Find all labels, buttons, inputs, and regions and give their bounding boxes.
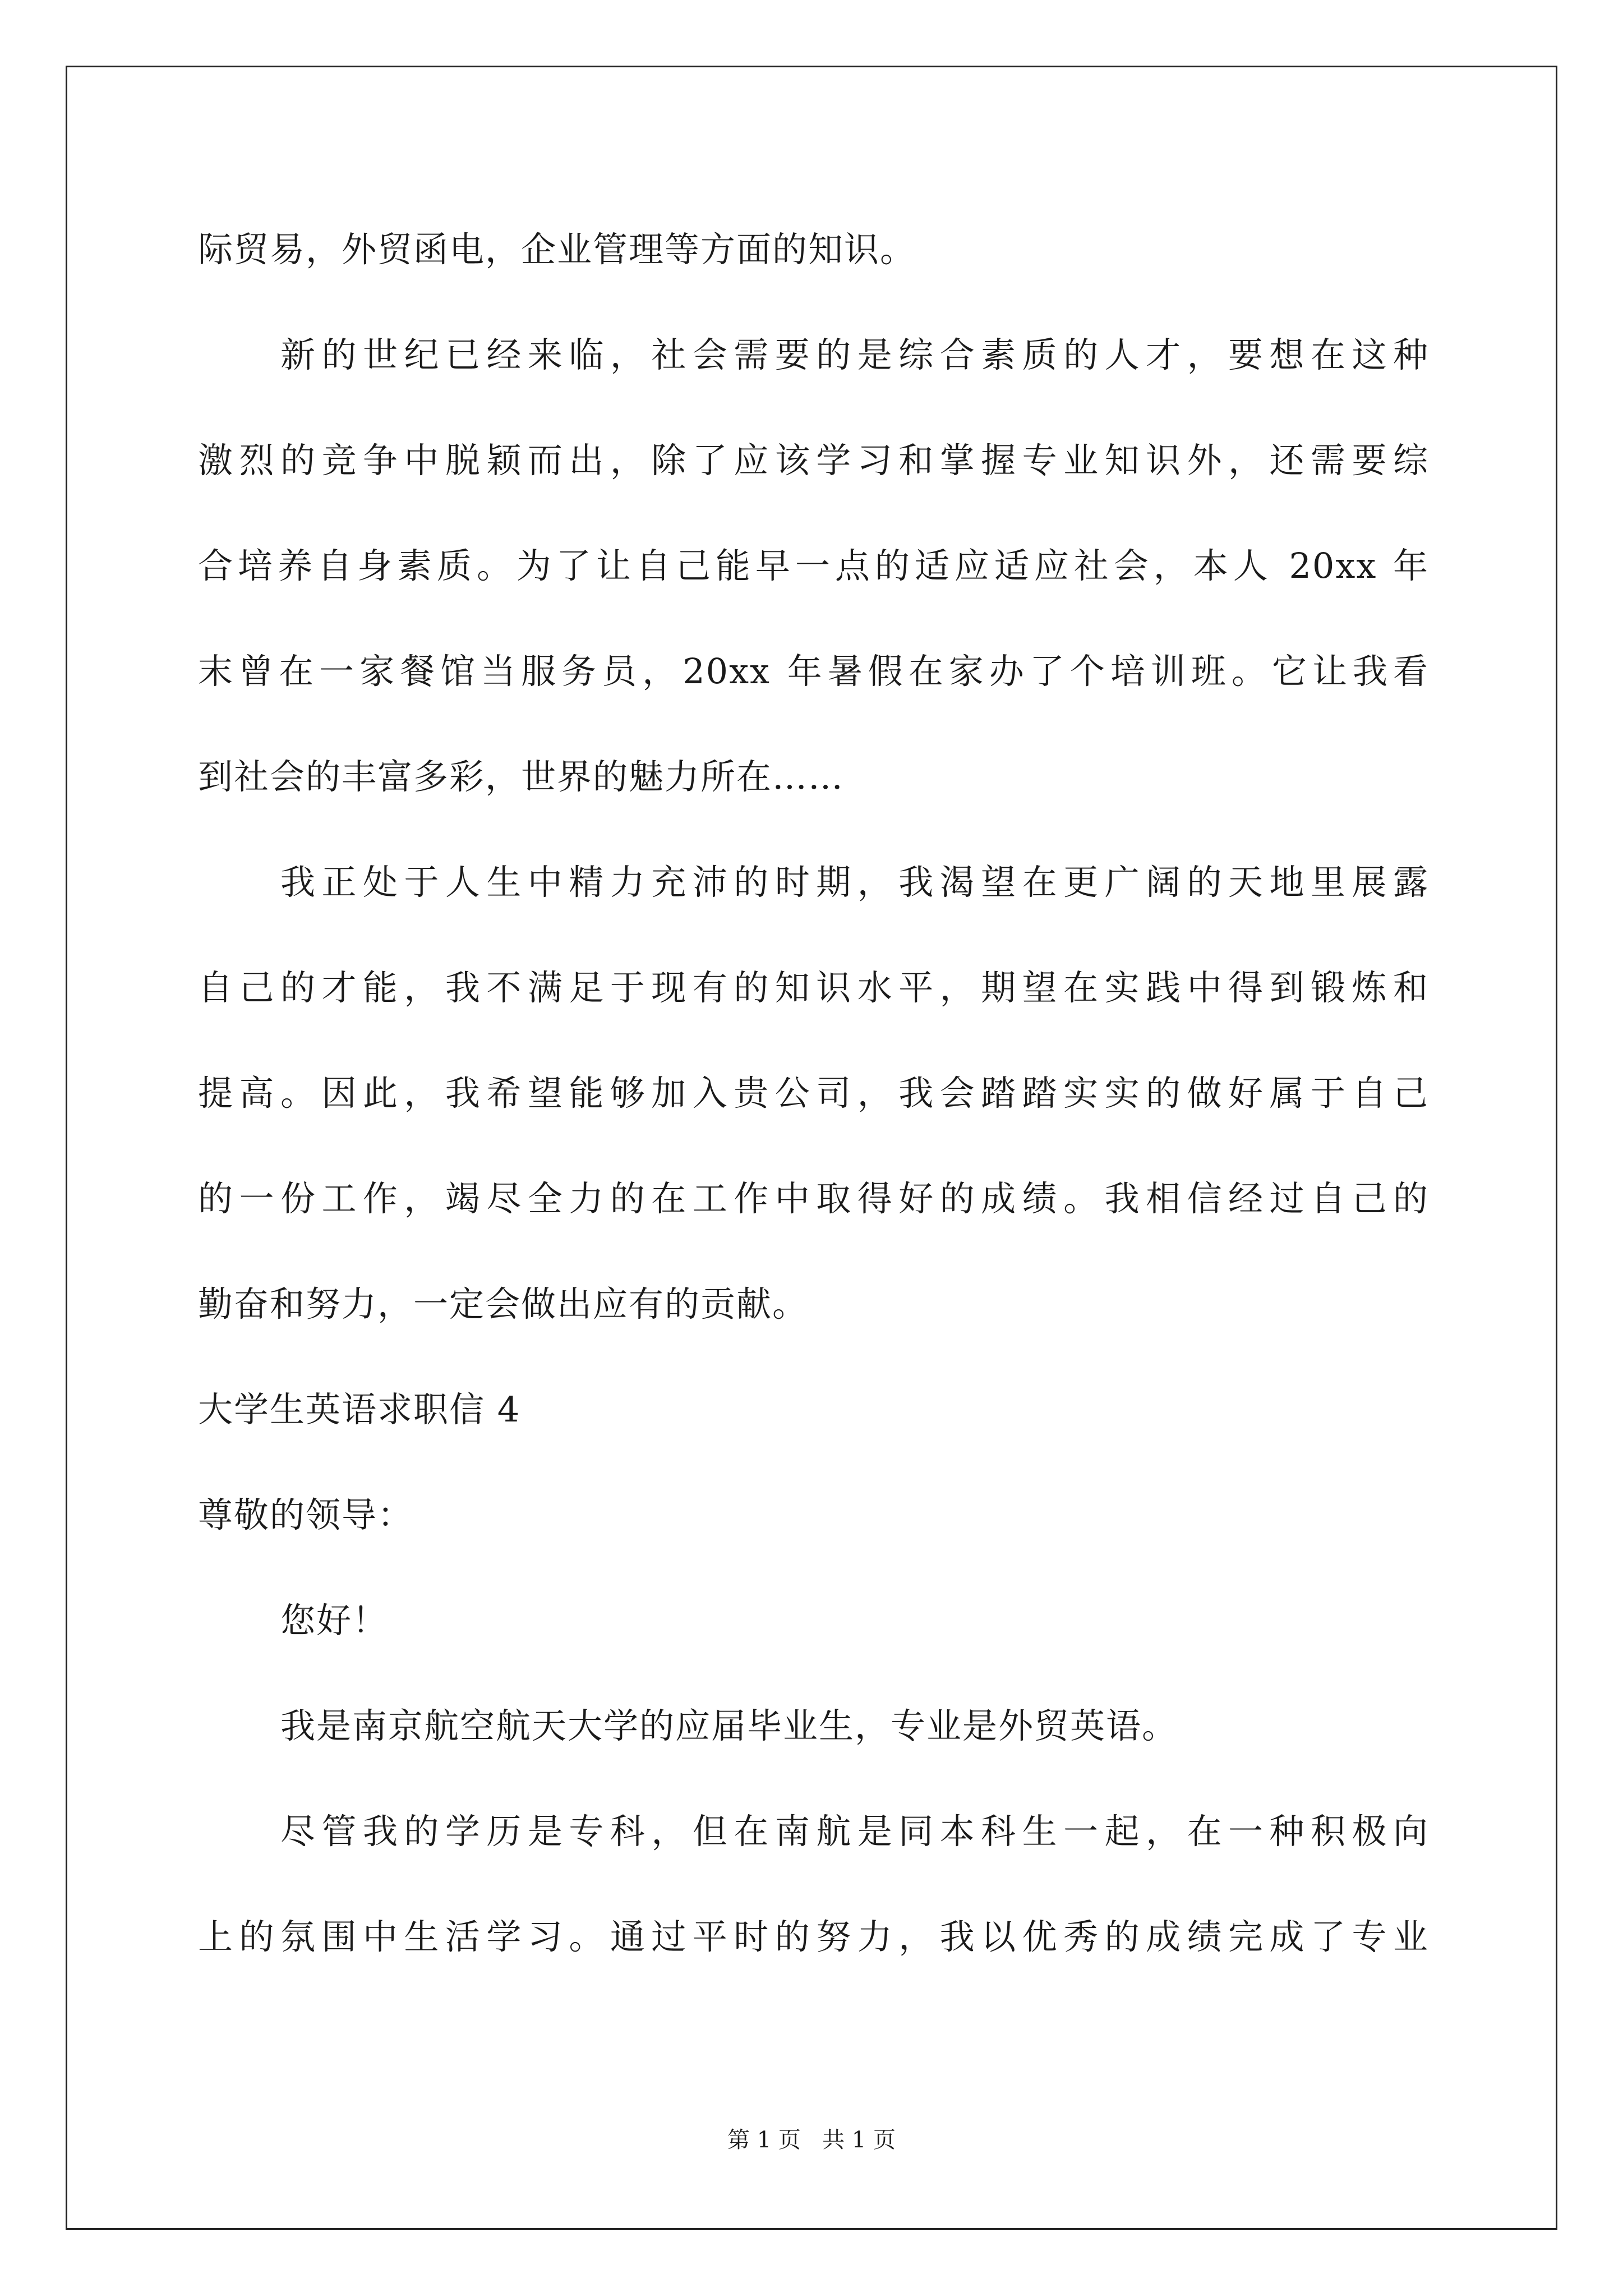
text-line: 际贸易，外贸函电，企业管理等方面的知识。 — [198, 229, 916, 270]
text-line: 合培养自身素质。为了让自己能早一点的适应适应社会，本人 20xx 年 — [198, 545, 1429, 586]
text-line: 勤奋和努力，一定会做出应有的贡献。 — [198, 1283, 809, 1324]
greeting: 您好！ — [280, 1600, 389, 1641]
paragraph-first-line: 新的世纪已经来临，社会需要的是综合素质的人才，要想在这种 — [280, 334, 1429, 375]
salutation: 尊敬的领导： — [198, 1494, 414, 1535]
paragraph-first-line: 我正处于人生中精力充沛的时期，我渴望在更广阔的天地里展露 — [280, 862, 1429, 903]
text-line: 自己的才能，我不满足于现有的知识水平，期望在实践中得到锻炼和 — [198, 967, 1429, 1008]
text-line: 到社会的丰富多彩，世界的魅力所在…… — [198, 756, 845, 797]
text-line: 末曾在一家餐馆当服务员，20xx 年暑假在家办了个培训班。它让我看 — [198, 651, 1429, 692]
section-heading: 大学生英语求职信 4 — [198, 1389, 521, 1430]
page-footer: 第 1 页 共 1 页 — [727, 2127, 896, 2153]
text-line: 上的氛围中生活学习。通过平时的努力，我以优秀的成绩完成了专业 — [198, 1916, 1429, 1957]
paragraph-first-line: 尽管我的学历是专科，但在南航是同本科生一起，在一种积极向 — [280, 1811, 1429, 1852]
paragraph-first-line: 我是南京航空航天大学的应届毕业生，专业是外贸英语。 — [280, 1705, 1178, 1746]
page-border — [66, 66, 1557, 2230]
text-line: 的一份工作，竭尽全力的在工作中取得好的成绩。我相信经过自己的 — [198, 1178, 1429, 1219]
text-line: 激烈的竞争中脱颖而出，除了应该学习和掌握专业知识外，还需要综 — [198, 440, 1429, 481]
text-line: 提高。因此，我希望能够加入贵公司，我会踏踏实实的做好属于自己 — [198, 1073, 1429, 1114]
